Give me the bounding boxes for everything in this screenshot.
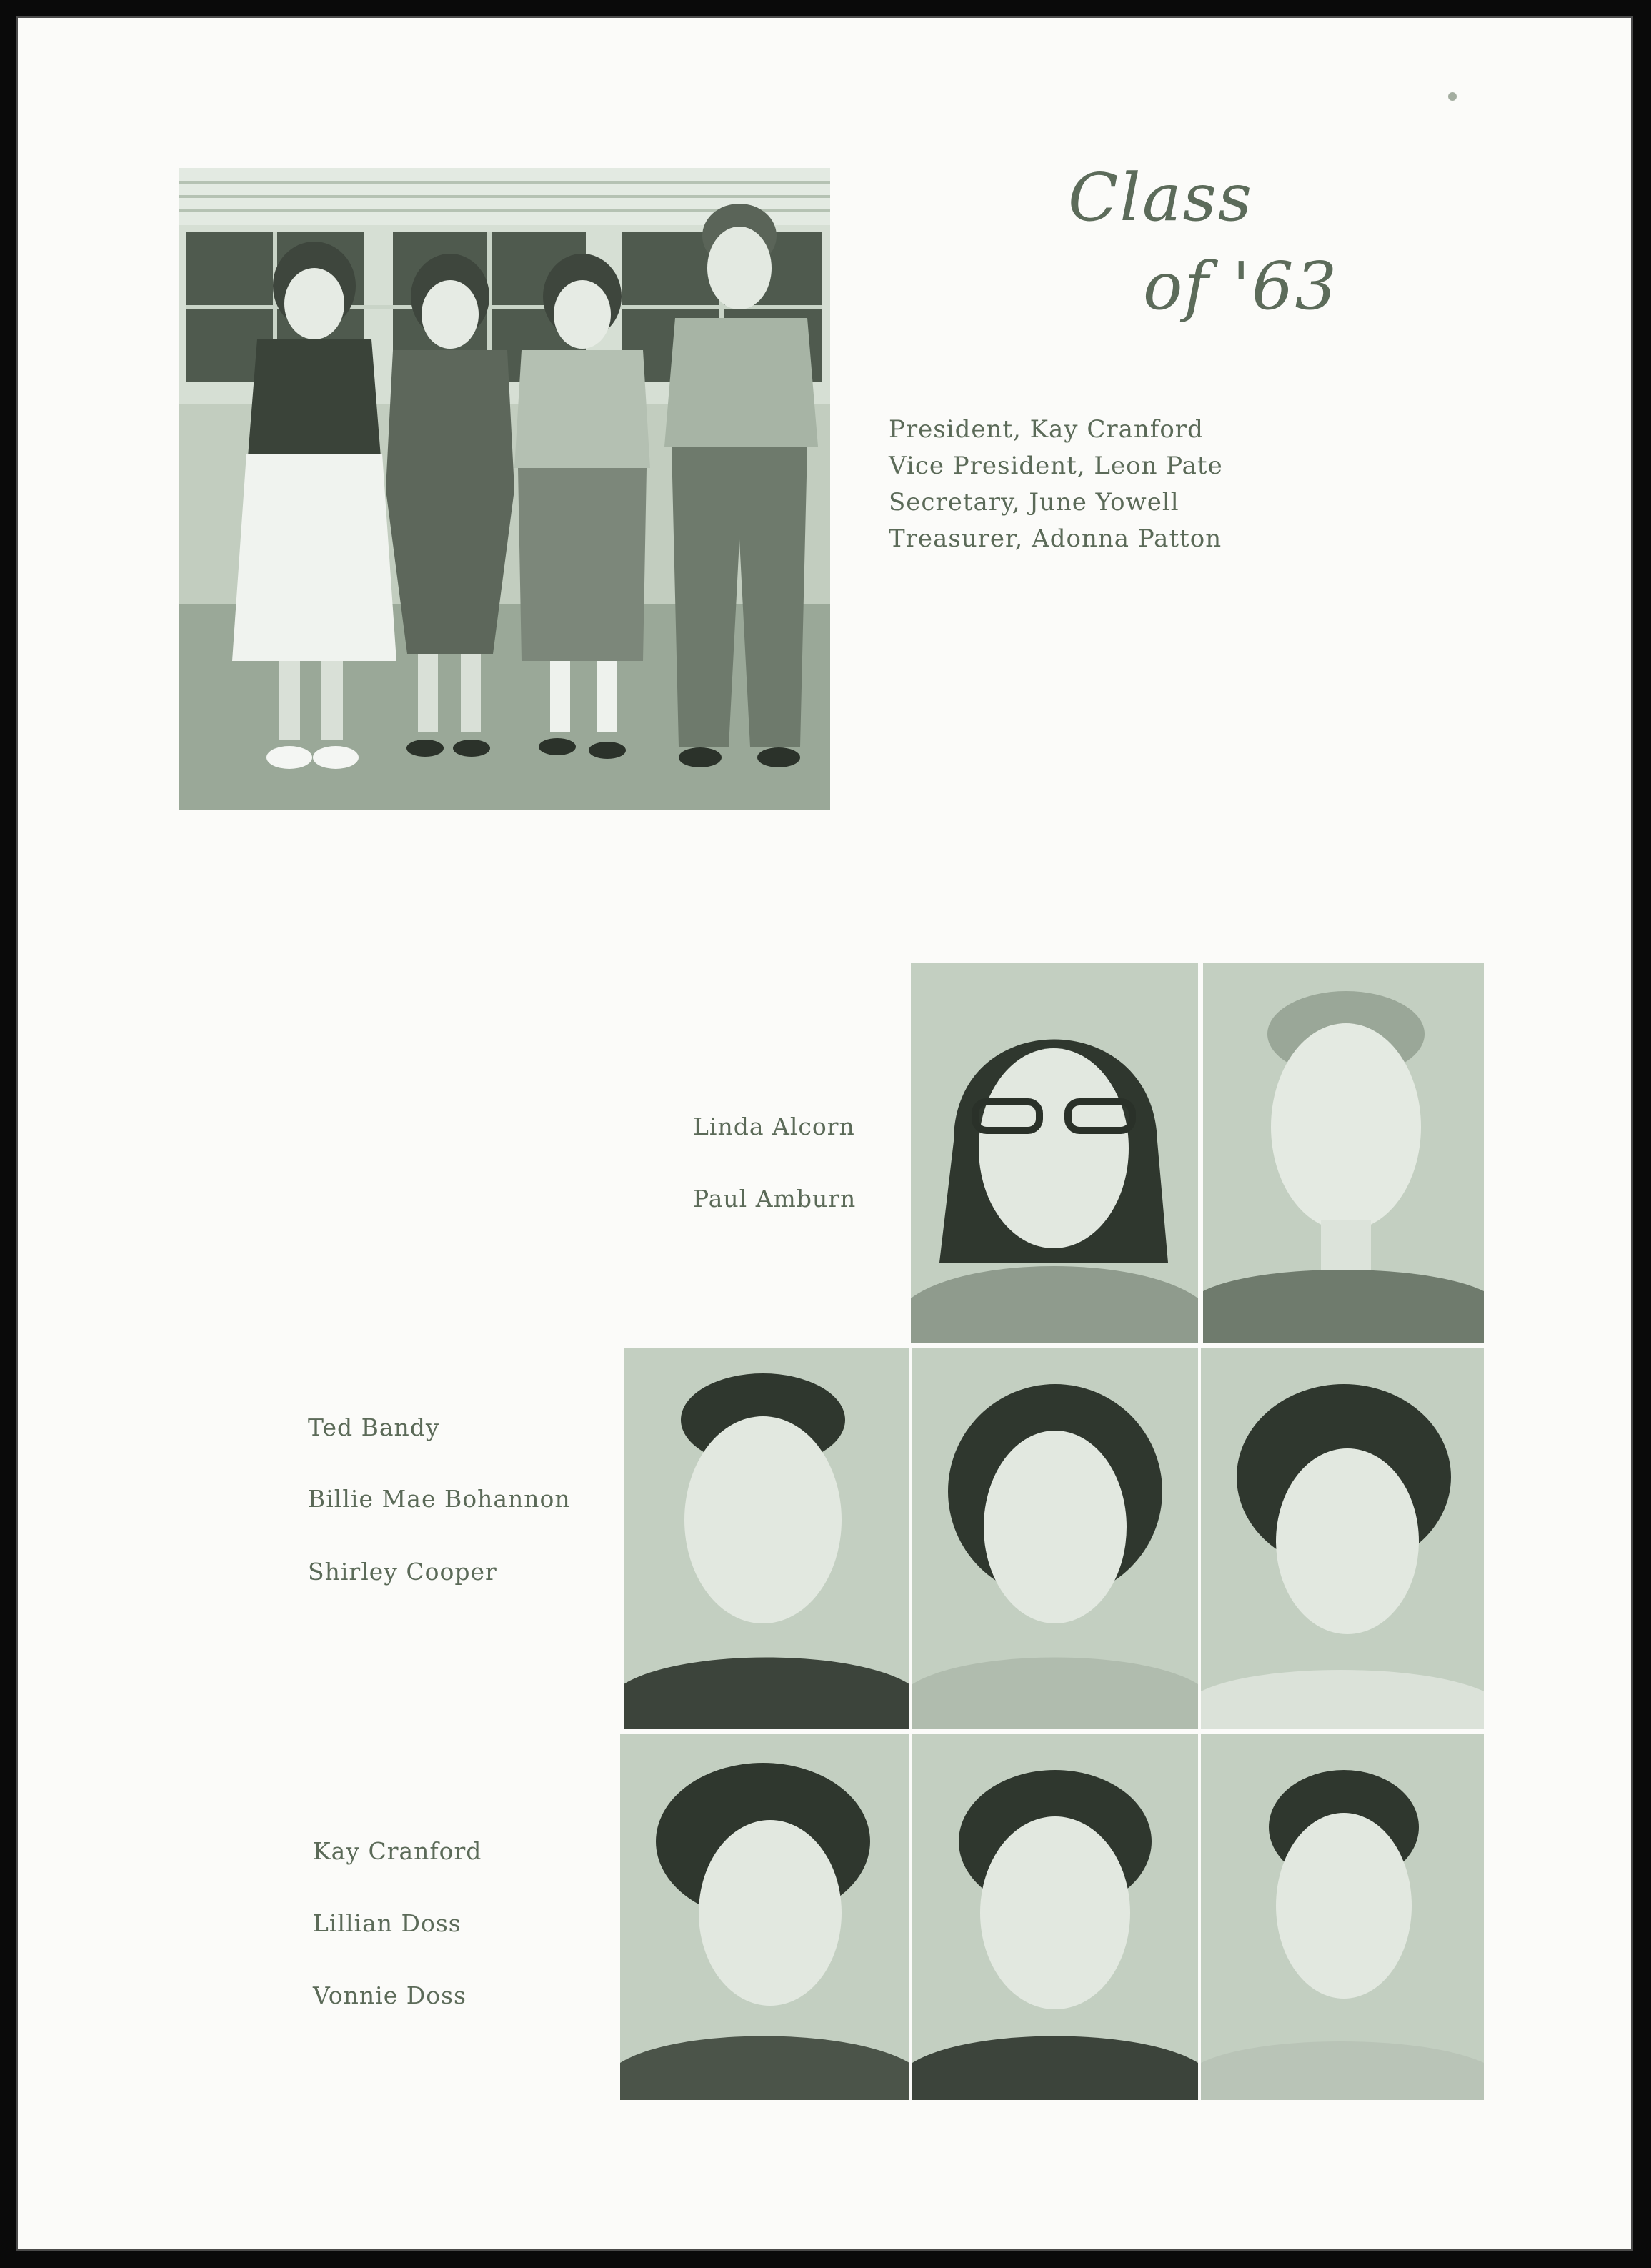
student-name: Kay Cranford <box>313 1837 482 1865</box>
student-portrait <box>620 1734 909 2100</box>
yearbook-page <box>16 16 1633 2251</box>
student-name: Shirley Cooper <box>308 1558 497 1586</box>
student-portrait <box>912 1734 1198 2100</box>
officer-treasurer: Treasurer, Adonna Patton <box>889 524 1222 553</box>
page-title-line-1: Class <box>1068 159 1254 236</box>
student-portrait <box>912 1348 1198 1729</box>
student-name: Lillian Doss <box>313 1909 462 1937</box>
student-portrait <box>624 1348 909 1729</box>
officer-president: President, Kay Cranford <box>889 415 1204 444</box>
speck <box>1448 92 1457 101</box>
page-title-line-2: of '63 <box>1143 248 1339 324</box>
student-portrait <box>1201 1348 1484 1729</box>
student-portrait <box>1203 963 1484 1343</box>
student-name: Paul Amburn <box>693 1185 857 1213</box>
student-portrait <box>1201 1734 1484 2100</box>
student-name: Linda Alcorn <box>693 1113 855 1140</box>
student-portrait <box>911 963 1198 1343</box>
student-name: Ted Bandy <box>308 1413 440 1441</box>
student-name: Vonnie Doss <box>313 1981 467 2009</box>
class-officers-group-photo <box>179 168 830 810</box>
officer-secretary: Secretary, June Yowell <box>889 488 1179 517</box>
student-name: Billie Mae Bohannon <box>308 1485 571 1513</box>
officer-vice-president: Vice President, Leon Pate <box>889 452 1223 480</box>
